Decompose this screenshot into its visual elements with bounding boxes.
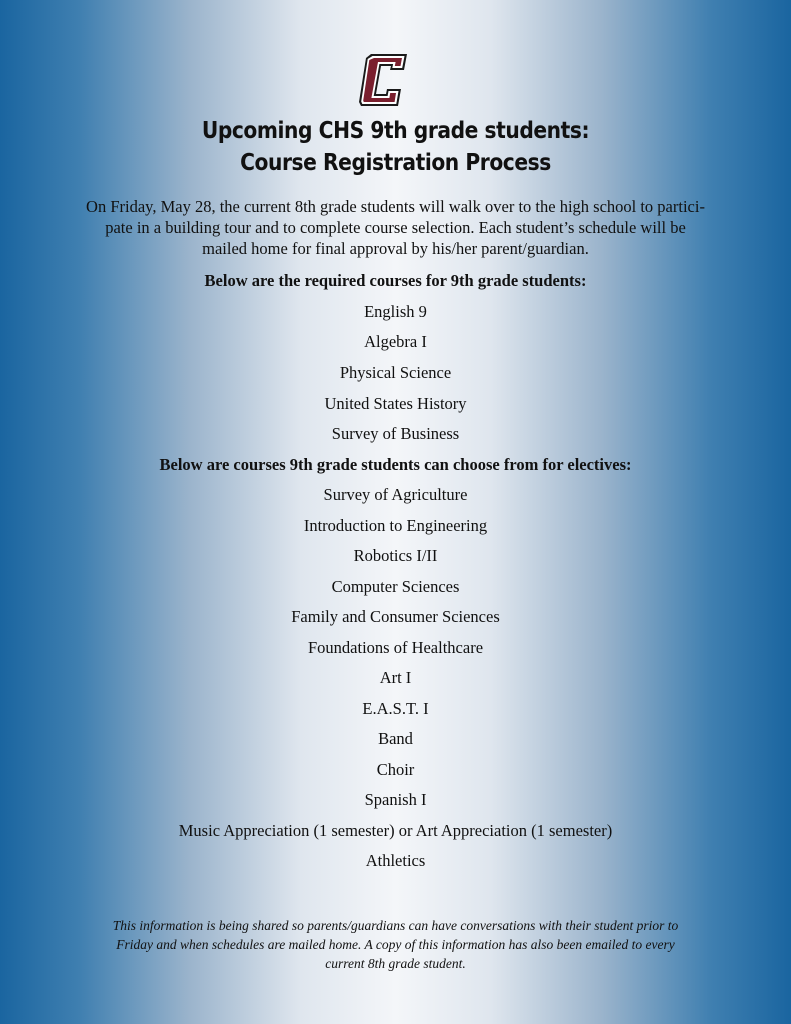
- elective-course-item: Band: [378, 729, 413, 748]
- intro-line: mailed home for final approval by his/her parent/guardian.: [202, 239, 589, 258]
- elective-course-item: Music Appreciation (1 semester) or Art Appreciation (1 semester): [178, 821, 613, 840]
- elective-course-item: Athletics: [365, 851, 426, 870]
- page-title-line-1: Upcoming CHS 9th grade students:: [201, 118, 590, 144]
- required-course-item: Survey of Business: [331, 424, 460, 443]
- elective-course-item: Foundations of Healthcare: [307, 638, 484, 657]
- elective-courses-heading: Below are courses 9th grade students can choose from for electives:: [159, 455, 632, 474]
- intro-line: pate in a building tour and to complete course selection. Each student’s schedule will be: [105, 218, 686, 237]
- required-course-item: Physical Science: [339, 363, 452, 382]
- footer-line: Friday and when schedules are mailed home. A copy of this information has also been emailed to every: [116, 937, 675, 952]
- intro-paragraph: [52, 196, 739, 259]
- elective-course-item: Computer Sciences: [331, 577, 460, 596]
- elective-course-item: Choir: [376, 760, 415, 779]
- page-title-line-2: Course Registration Process: [240, 150, 551, 176]
- elective-course-item: Spanish I: [364, 790, 427, 809]
- elective-course-item: E.A.S.T. I: [362, 699, 429, 718]
- elective-course-item: Survey of Agriculture: [323, 485, 468, 504]
- elective-course-item: Introduction to Engineering: [303, 516, 488, 535]
- required-course-item: Algebra I: [364, 332, 427, 351]
- footer-note: [60, 916, 731, 973]
- footer-line: This information is being shared so parents/guardians can have conversations with their student prior to: [112, 918, 679, 933]
- footer-line: current 8th grade student.: [325, 956, 466, 971]
- elective-course-item: Robotics I/II: [353, 546, 438, 565]
- required-course-item: United States History: [324, 394, 467, 413]
- required-courses-heading: Below are the required courses for 9th grade students:: [204, 271, 587, 290]
- school-c-logo-icon: [357, 50, 409, 110]
- intro-line: On Friday, May 28, the current 8th grade students will walk over to the high school to partici-: [86, 197, 705, 216]
- elective-course-item: Art I: [379, 668, 412, 687]
- elective-course-item: Family and Consumer Sciences: [291, 607, 500, 626]
- required-course-item: English 9: [364, 302, 427, 321]
